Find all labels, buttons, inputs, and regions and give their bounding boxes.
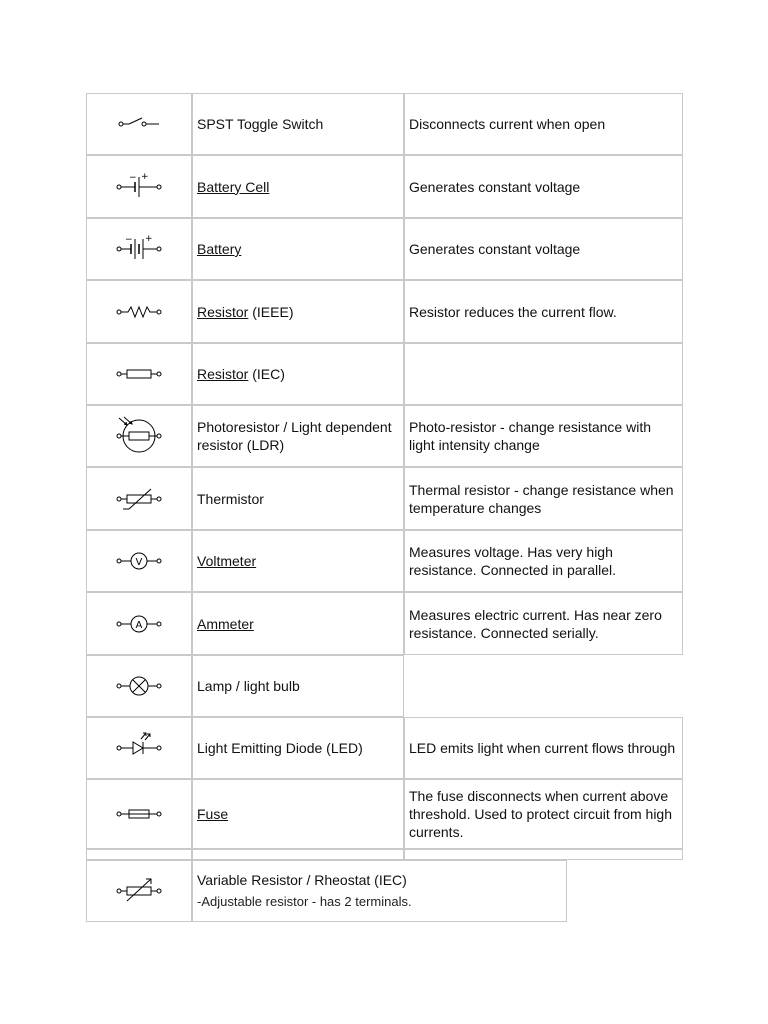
component-name-link[interactable]: Battery Cell (197, 178, 270, 195)
component-name-text: Lamp / light bulb (197, 678, 300, 694)
spacer-cell (86, 849, 192, 860)
symbol-cell (86, 405, 192, 467)
symbol-cell (86, 467, 192, 530)
component-name-text: Thermistor (197, 490, 264, 507)
component-description: Measures voltage. Has very high resistance. Connected in parallel. (404, 530, 683, 592)
spst-switch-icon (115, 104, 163, 144)
component-description: Disconnects current when open (404, 93, 683, 155)
battery-icon (115, 229, 163, 269)
component-description: Measures electric current. Has near zero resistance. Connected serially. (404, 592, 683, 655)
symbol-cell (86, 655, 192, 717)
component-name-text: Light Emitting Diode (LED) (197, 740, 363, 756)
symbol-cell (86, 592, 192, 655)
spacer-cell (192, 849, 404, 860)
fuse-icon (115, 794, 163, 834)
component-name-cell (192, 717, 404, 779)
symbol-cell (86, 93, 192, 155)
symbol-cell (86, 218, 192, 280)
svg-text:−: − (129, 172, 137, 183)
svg-text:A: A (135, 619, 143, 631)
component-description: Generates constant voltage (404, 218, 683, 280)
component-name-suffix: (IEEE) (248, 303, 294, 320)
svg-text:V: V (135, 557, 143, 568)
component-name (197, 178, 399, 196)
component-name (197, 365, 399, 383)
symbol-cell (86, 860, 192, 922)
component-name-cell (192, 405, 404, 467)
component-name-link[interactable]: Resistor (197, 303, 249, 320)
component-name (197, 303, 399, 321)
component-name (197, 552, 399, 570)
thermistor-icon (115, 479, 163, 519)
component-name (197, 490, 399, 508)
component-name (197, 805, 399, 823)
component-description: Photo-resistor - change resistance with light intensity change (404, 405, 683, 467)
component-description: Resistor reduces the current flow. (404, 280, 683, 343)
component-name-link[interactable]: Battery (197, 241, 242, 257)
symbol-cell (86, 717, 192, 779)
svg-text:+: + (141, 171, 149, 182)
component-description (404, 343, 683, 405)
component-description: Thermal resistor - change resistance when temperature changes (404, 467, 683, 530)
component-name-cell (192, 218, 404, 280)
component-name-cell (192, 93, 404, 155)
component-name-link[interactable]: Ammeter (197, 615, 254, 632)
ammeter-icon (115, 604, 163, 644)
component-name-cell (192, 280, 404, 343)
component-name (197, 739, 399, 757)
component-description: LED emits light when current flows through (404, 717, 683, 779)
rheostat-icon (115, 871, 163, 911)
component-name: Variable Resistor / Rheostat (IEC) (197, 872, 407, 888)
component-name-link[interactable]: Resistor (197, 366, 249, 382)
component-description: Generates constant voltage (404, 155, 683, 218)
component-name-cell (192, 155, 404, 218)
component-name-link[interactable]: Voltmeter (197, 553, 257, 569)
svg-text:+: + (145, 234, 153, 244)
component-name (197, 418, 399, 454)
svg-text:−: − (125, 235, 133, 245)
spacer-cell (404, 849, 683, 860)
component-name-suffix: (IEC) (248, 366, 285, 382)
component-name-text: Photoresistor / Light dependent resistor (LDR) (197, 419, 392, 453)
photoresistor-icon (115, 416, 163, 456)
symbol-cell (86, 155, 192, 218)
component-note: -Adjustable resistor - has 2 terminals. (197, 894, 412, 909)
component-name-cell (192, 467, 404, 530)
component-name-text: SPST Toggle Switch (197, 116, 324, 132)
resistor-iec-icon (115, 354, 163, 394)
component-name (197, 677, 399, 695)
component-name (197, 115, 399, 133)
symbol-cell (86, 280, 192, 343)
component-name-cell (192, 592, 404, 655)
voltmeter-icon (115, 541, 163, 581)
led-icon (115, 728, 163, 768)
component-name-cell (192, 860, 567, 922)
lamp-icon (115, 666, 163, 706)
component-name-link[interactable]: Fuse (197, 806, 229, 822)
component-name-cell (192, 343, 404, 405)
component-name-cell (192, 655, 404, 717)
symbol-cell (86, 530, 192, 592)
resistor-ieee-icon (115, 292, 163, 332)
component-name-cell (192, 530, 404, 592)
battery-cell-icon (115, 167, 163, 207)
component-name (197, 615, 399, 633)
symbol-cell (86, 779, 192, 849)
component-name-cell (192, 779, 404, 849)
component-description: The fuse disconnects when current above threshold. Used to protect circuit from high currents. (404, 779, 683, 849)
component-name (197, 240, 399, 258)
symbol-cell (86, 343, 192, 405)
